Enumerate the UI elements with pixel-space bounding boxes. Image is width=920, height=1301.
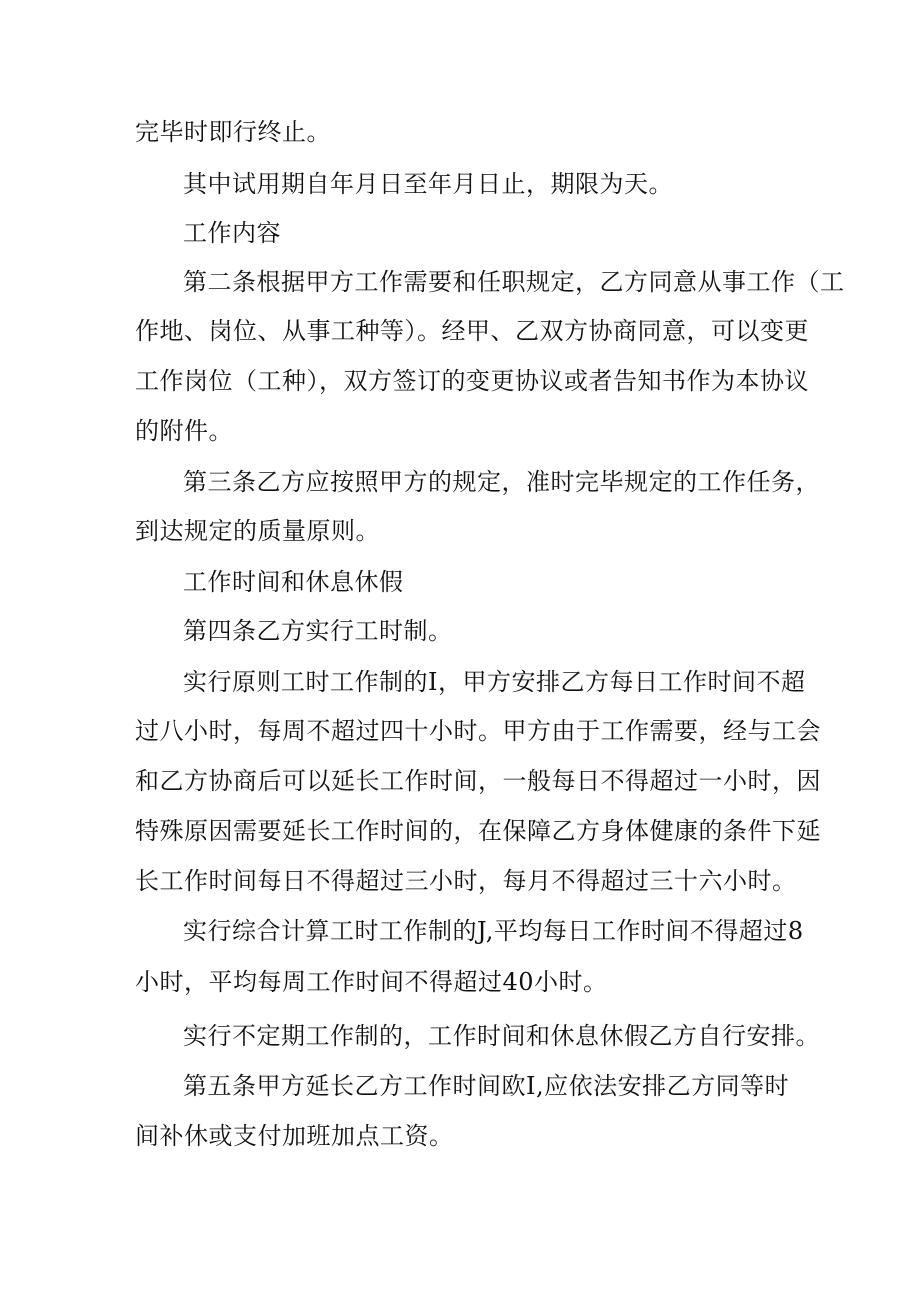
- text-line: 其中试用期自年月日至年月日止，期限为天。: [183, 170, 673, 198]
- text-line: 的附件。: [135, 417, 233, 445]
- text-line: 作地、岗位、从事工种等）。经甲、乙双方协商同意，可以变更: [135, 317, 809, 345]
- text-line: 特殊原因需要延长工作时间的，在保障乙方身体健康的条件下延: [135, 817, 821, 845]
- text-line: 实行不定期工作制的，工作时间和休息休假乙方自行安排。: [183, 1022, 820, 1050]
- section-heading: 工作内容: [183, 219, 281, 247]
- text-line: 第二条根据甲方工作需要和任职规定，乙方同意从事工作（工: [183, 268, 845, 296]
- text-line: 过八小时，每周不超过四十小时。甲方由于工作需要，经与工会: [135, 717, 821, 745]
- text-line: 间补休或支付加班加点工资。: [135, 1122, 454, 1150]
- text-line: 第五条甲方延长乙方工作时间欧I,应依法安排乙方同等时: [183, 1072, 790, 1100]
- text-line: 完毕时即行终止。: [135, 118, 331, 146]
- text-line: 到达规定的质量原则。: [135, 517, 380, 545]
- text-line: 小时，平均每周工作时间不得超过40小时。: [135, 968, 608, 996]
- text-line: 和乙方协商后可以延长工作时间，一般每日不得超过一小时，因: [135, 767, 821, 795]
- text-line: 实行综合计算工时工作制的J,平均每日工作时间不得超过8: [183, 917, 804, 945]
- text-line: 第四条乙方实行工时制。: [183, 617, 453, 645]
- text-line: 工作岗位（工种），双方签订的变更协议或者告知书作为本协议: [135, 367, 809, 395]
- section-heading: 工作时间和休息休假: [183, 568, 404, 596]
- text-line: 长工作时间每日不得超过三小时，每月不得超过三十六小时。: [135, 867, 797, 895]
- text-line: 第三条乙方应按照甲方的规定，准时完毕规定的工作任务，: [183, 468, 820, 496]
- text-line: 实行原则工时工作制的I，甲方安排乙方每日工作时间不超: [183, 668, 806, 696]
